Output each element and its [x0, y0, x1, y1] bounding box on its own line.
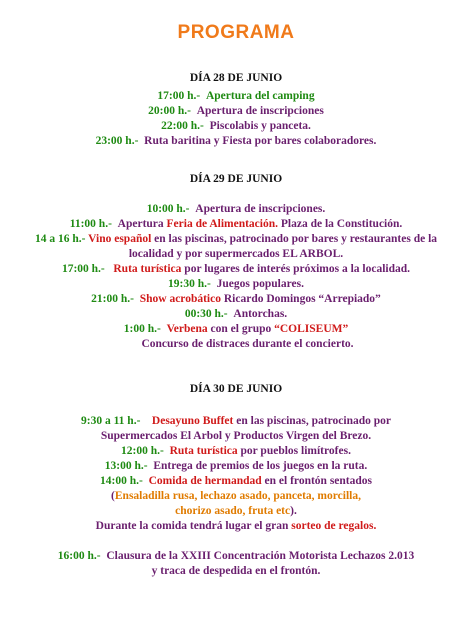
- schedule-item: [0, 217, 472, 232]
- event-time: 17:00 h.-: [61, 263, 105, 275]
- event-text: en las piscinas, patrocinado por bares y restaurantes de la: [154, 233, 438, 245]
- event-text: Apertura de inscripciones.: [195, 203, 326, 215]
- event-text: Ruta baritina y Fiesta por bares colaboradores.: [144, 135, 377, 147]
- schedule-item: [0, 119, 472, 134]
- schedule-item: [0, 89, 472, 104]
- event-text: Plaza de la Constitución.: [280, 218, 403, 230]
- event-text: Concurso de distraces durante el concierto.: [141, 338, 354, 350]
- event-text: localidad y por supermercados EL ARBOL.: [128, 248, 344, 260]
- event-time: 14:00 h.-: [100, 475, 143, 487]
- schedule-item: [0, 202, 472, 217]
- schedule-item-continued: [0, 429, 472, 444]
- schedule-item: [0, 549, 472, 564]
- day-heading-30: DÍA 30 DE JUNIO: [189, 383, 283, 395]
- event-time: 00:30 h.-: [184, 308, 228, 320]
- page-title: PROGRAMA: [177, 22, 295, 43]
- schedule-item: [0, 322, 472, 337]
- event-text: Apertura: [117, 218, 164, 230]
- event-time: 14 a 16 h.-: [34, 233, 86, 245]
- event-text: en las piscinas, patrocinado por: [236, 415, 391, 427]
- day-heading-28: DÍA 28 DE JUNIO: [189, 72, 283, 84]
- event-highlight: Ruta turística: [113, 263, 182, 275]
- schedule-item: [0, 232, 472, 247]
- schedule-item-continued: [0, 564, 472, 579]
- event-text: Entrega de premios de los juegos en la ruta.: [153, 460, 368, 472]
- day-30-schedule: [0, 414, 472, 579]
- schedule-item: [0, 277, 472, 292]
- event-time: 13:00 h.-: [104, 460, 148, 472]
- event-time: 17:00 h.-: [157, 90, 201, 102]
- event-text: Juegos populares.: [216, 278, 304, 290]
- event-text: Piscolabis y panceta.: [209, 120, 311, 132]
- event-highlight: Comida de hermandad: [148, 475, 262, 487]
- menu-paren: (: [111, 490, 115, 502]
- menu-items: chorizo asado, fruta etc: [175, 505, 291, 517]
- schedule-item: [0, 474, 472, 489]
- event-text: con el grupo: [210, 323, 272, 335]
- schedule-item-continued: [0, 247, 472, 262]
- event-text: Durante la comida tendrá lugar el gran: [95, 520, 289, 532]
- event-time: 21:00 h.-: [91, 293, 134, 305]
- event-text: Ricardo Domingos “Arrepiado”: [223, 293, 381, 305]
- event-text: por lugares de interés próximos a la localidad.: [184, 263, 411, 275]
- schedule-item: [0, 519, 472, 534]
- event-highlight: Verbena: [166, 323, 208, 335]
- event-text: Clausura de la XXIII Concentración Motorista Lechazos 2.013: [106, 550, 415, 562]
- event-highlight: sorteo de regalos.: [291, 520, 377, 532]
- event-text: Apertura de inscripciones: [196, 105, 324, 117]
- menu-paren: ).: [290, 505, 297, 517]
- schedule-item: [0, 459, 472, 474]
- event-highlight: “COLISEUM”: [274, 323, 349, 335]
- event-highlight: Desayuno Buffet: [151, 415, 234, 427]
- event-text: por pueblos limítrofes.: [240, 445, 351, 457]
- day-28-schedule: [0, 89, 472, 149]
- event-time: 23:00 h.-: [95, 135, 139, 147]
- event-text: en el frontón sentados: [264, 475, 372, 487]
- event-highlight: Vino español: [88, 233, 152, 245]
- event-time: 11:00 h.-: [69, 218, 112, 230]
- schedule-item: [0, 307, 472, 322]
- schedule-item: [0, 414, 472, 429]
- schedule-item: [0, 104, 472, 119]
- event-text: Apertura del camping: [205, 90, 315, 102]
- event-time: 12:00 h.-: [121, 445, 164, 457]
- day-heading-29: DÍA 29 DE JUNIO: [189, 173, 283, 185]
- menu-list-continued: [0, 504, 472, 519]
- event-text: y traca de despedida en el frontón.: [151, 565, 321, 577]
- schedule-item: [0, 292, 472, 307]
- schedule-item: [0, 134, 472, 149]
- event-time: 1:00 h.-: [123, 323, 161, 335]
- event-highlight: Ruta turística: [169, 445, 238, 457]
- schedule-item: [0, 444, 472, 459]
- schedule-item-continued: [0, 337, 472, 352]
- event-time: 22:00 h.-: [161, 120, 204, 132]
- menu-list: [0, 489, 472, 504]
- schedule-item: [0, 262, 472, 277]
- event-text: Supermercados El Arbol y Productos Virgen del Brezo.: [100, 430, 372, 442]
- event-highlight: Feria de Alimentación.: [166, 218, 278, 230]
- event-highlight: Show acrobático: [139, 293, 221, 305]
- day-29-schedule: [0, 202, 472, 352]
- event-time: 10:00 h.-: [146, 203, 190, 215]
- event-time: 16:00 h.-: [57, 550, 101, 562]
- event-text: Antorchas.: [233, 308, 288, 320]
- event-time: 19:30 h.-: [168, 278, 211, 290]
- event-time: 20:00 h.-: [148, 105, 191, 117]
- menu-items: Ensaladilla rusa, lechazo asado, panceta, morcilla,: [114, 490, 361, 502]
- event-time: 9:30 a 11 h.-: [80, 415, 141, 427]
